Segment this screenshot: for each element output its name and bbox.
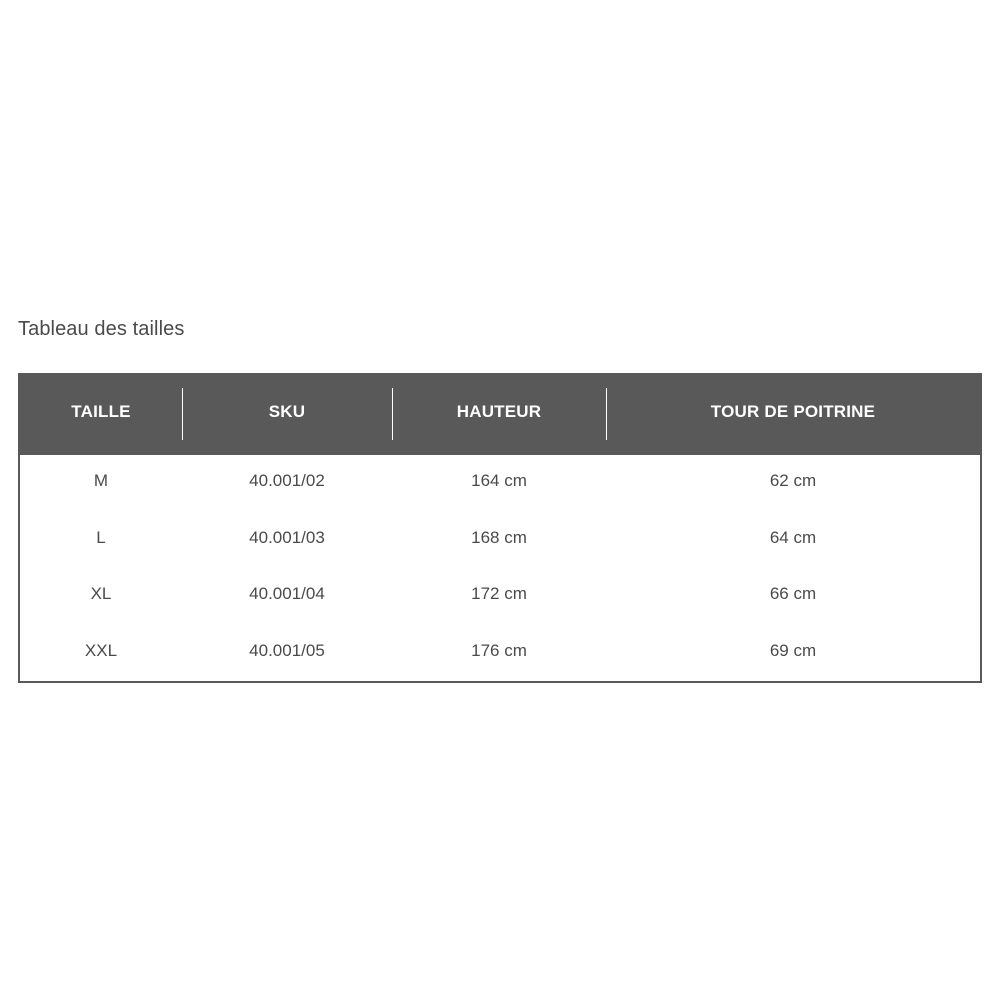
column-header-sku: SKU xyxy=(268,402,306,421)
table-header-row xyxy=(20,375,980,455)
cell-taille: L xyxy=(96,527,106,547)
cell-sku: 40.001/03 xyxy=(249,527,325,547)
page-title: Tableau des tailles xyxy=(18,318,185,340)
cell-sku: 40.001/02 xyxy=(249,471,325,490)
cell-hauteur: 176 cm xyxy=(471,640,527,660)
table-row xyxy=(20,625,980,682)
cell-taille: M xyxy=(93,471,109,490)
cell-tour-de-poitrine: 66 cm xyxy=(769,584,817,603)
cell-taille: XL xyxy=(90,584,112,603)
cell-tour-de-poitrine: 69 cm xyxy=(769,640,817,660)
cell-hauteur: 172 cm xyxy=(471,584,527,603)
cell-sku: 40.001/04 xyxy=(249,584,325,603)
column-header-hauteur: HAUTEUR xyxy=(456,402,542,421)
table-row xyxy=(20,568,980,625)
cell-sku: 40.001/05 xyxy=(249,640,325,660)
cell-tour-de-poitrine: 64 cm xyxy=(769,527,817,547)
cell-tour-de-poitrine: 62 cm xyxy=(769,471,817,490)
cell-hauteur: 164 cm xyxy=(471,471,527,490)
table-row xyxy=(20,455,980,512)
table-row xyxy=(20,512,980,569)
cell-hauteur: 168 cm xyxy=(471,527,527,547)
size-table xyxy=(18,373,982,683)
column-header-taille: TAILLE xyxy=(71,402,131,421)
column-header-tour-de-poitrine: TOUR DE POITRINE xyxy=(710,402,876,421)
table-body xyxy=(20,455,980,681)
cell-taille: XXL xyxy=(84,640,118,660)
